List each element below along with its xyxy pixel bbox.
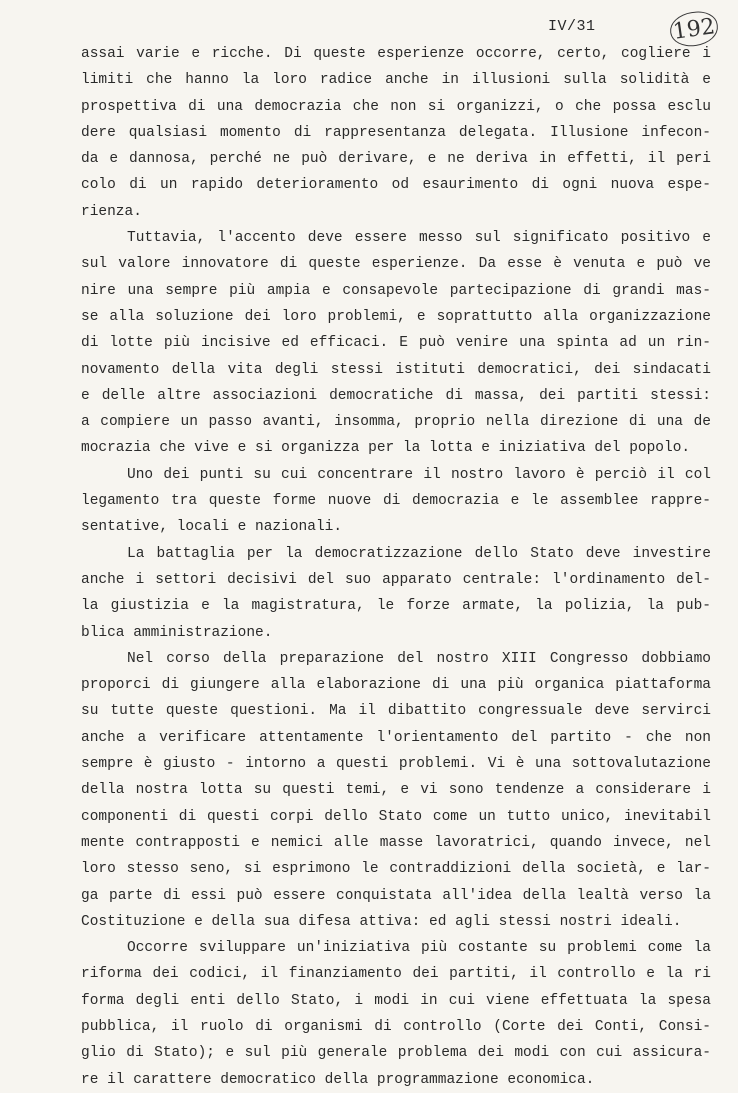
page-number-stamp: 192: [668, 9, 720, 49]
text-line: Uno dei punti su cui concentrare il nostro lavoro è perciò il col: [127, 466, 711, 483]
text-line: la giustizia e la magistratura, le forze armate, la polizia, la pub-: [81, 598, 711, 615]
text-line: rienza.: [81, 203, 142, 220]
text-line: sentative, locali e nazionali.: [81, 519, 343, 536]
text-line: e delle altre associazioni democratiche di massa, dei partiti stessi:: [81, 387, 711, 404]
text-line: dere qualsiasi momento di rappresentanza delegata. Illusione infecon-: [81, 124, 711, 141]
text-line: su tutte queste questioni. Ma il dibattito congressuale deve servirci: [81, 703, 711, 720]
text-line: forma degli enti dello Stato, i modi in cui viene effettuata la spesa: [81, 992, 711, 1009]
text-line: La battaglia per la democratizzazione dello Stato deve investire: [127, 545, 711, 562]
text-line: Occorre sviluppare un'iniziativa più costante su problemi come la: [127, 940, 711, 957]
text-line: mocrazia che vive e si organizza per la lotta e iniziativa del popolo.: [81, 440, 691, 457]
text-line: nire una sempre più ampia e consapevole partecipazione di grandi mas-: [81, 282, 711, 299]
text-line: Tuttavia, l'accento deve essere messo sul significato positivo e: [127, 230, 711, 247]
text-line: ga parte di essi può essere conquistata all'idea della lealtà verso la: [81, 887, 711, 904]
text-line: anche i settori decisivi del suo apparato centrale: l'ordinamento del-: [81, 571, 711, 588]
paragraph: [81, 225, 711, 462]
text-line: sempre è giusto - intorno a questi problemi. Vi è una sottovalutazione: [81, 756, 711, 773]
text-line: legamento tra queste forme nuove di democrazia e le assemblee rappre-: [81, 493, 711, 510]
text-line: riforma dei codici, il finanziamento dei partiti, il controllo e la ri: [81, 966, 711, 983]
text-line: proporci di giungere alla elaborazione di una più organica piattaforma: [81, 677, 711, 694]
text-line: colo di un rapido deterioramento od esaurimento di ogni nuova espe-: [81, 177, 711, 194]
text-line: se alla soluzione dei loro problemi, e soprattutto alla organizzazione: [81, 308, 711, 325]
text-line: da e dannosa, perché ne può derivare, e ne deriva in effetti, il peri: [81, 151, 711, 168]
text-line: limiti che hanno la loro radice anche in illusioni sulla solidità e: [81, 72, 711, 89]
paragraph: [81, 935, 711, 1093]
text-line: prospettiva di una democrazia che non si organizzi, o che possa esclu: [81, 98, 711, 115]
text-line: della nostra lotta su questi temi, e vi sono tendenze a considerare i: [81, 782, 711, 799]
text-line: Costituzione e della sua difesa attiva: ed agli stessi nostri ideali.: [81, 913, 682, 930]
text-line: a compiere un passo avanti, insomma, proprio nella direzione di una de: [81, 414, 711, 431]
text-line: anche a verificare attentamente l'orientamento del partito - che non: [81, 729, 711, 746]
text-line: glio di Stato); e sul più generale problema dei modi con cui assicura-: [81, 1045, 711, 1062]
text-line: re il carattere democratico della programmazione economica.: [81, 1071, 595, 1088]
typewritten-body: [81, 41, 711, 1093]
text-line: novamento della vita degli stessi istituti democratici, dei sindacati: [81, 361, 711, 378]
text-line: mente contrapposti e nemici alle masse lavoratrici, quando invece, nel: [81, 834, 711, 851]
text-line: blica amministrazione.: [81, 624, 273, 641]
text-line: componenti di questi corpi dello Stato come un tutto unico, inevitabil: [81, 808, 711, 825]
text-line: pubblica, il ruolo di organismi di controllo (Corte dei Conti, Consi-: [81, 1018, 711, 1035]
paragraph: [81, 646, 711, 935]
text-line: assai varie e ricche. Di queste esperienze occorre, certo, cogliere i: [81, 46, 711, 62]
paragraph: [81, 41, 711, 225]
paragraph: [81, 462, 711, 541]
text-line: di lotte più incisive ed efficaci. E può venire una spinta ad un rin-: [81, 335, 711, 352]
text-line: Nel corso della preparazione del nostro XIII Congresso dobbiamo: [127, 650, 711, 667]
document-code: IV/31: [548, 18, 596, 35]
text-line: loro stesso seno, si esprimono le contraddizioni della società, e lar-: [81, 861, 711, 878]
paragraph: [81, 541, 711, 646]
text-line: sul valore innovatore di queste esperienze. Da esse è venuta e può ve: [81, 256, 711, 273]
